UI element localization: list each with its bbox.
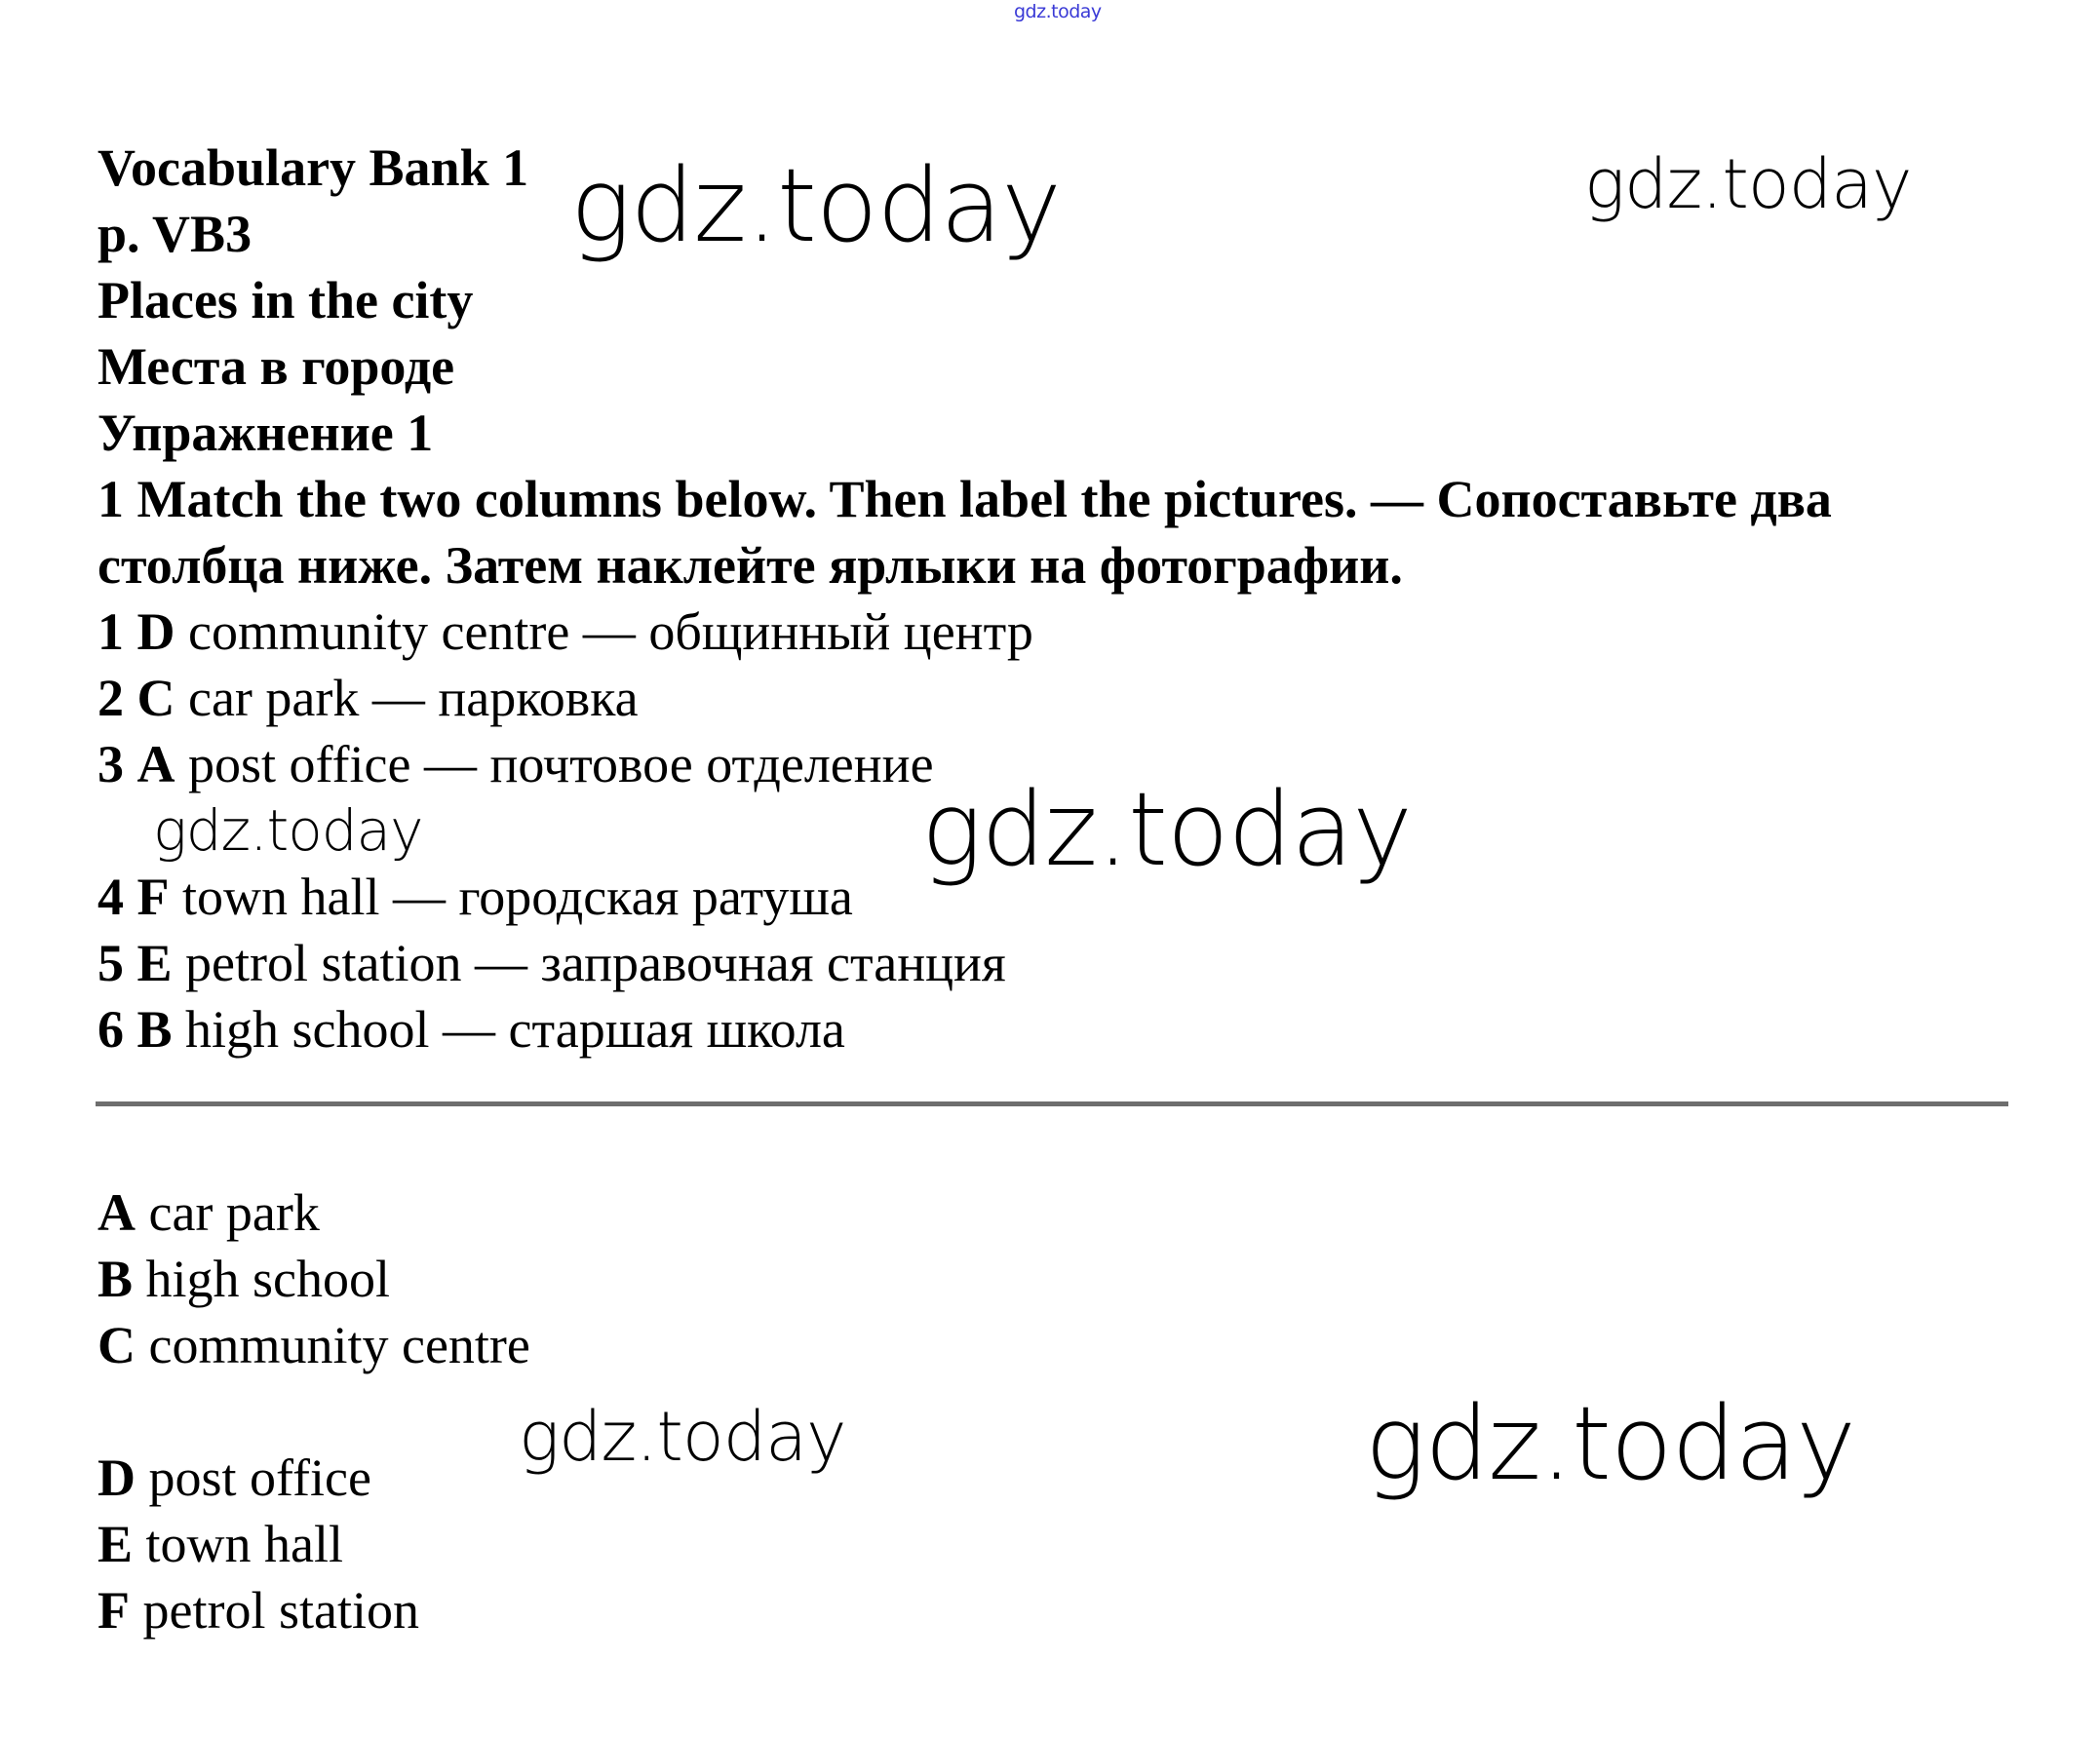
picture-letter: A (97, 1183, 136, 1242)
picture-letter: F (97, 1581, 130, 1640)
answer-item (97, 930, 2028, 996)
watermark: gdz.today (921, 770, 1412, 889)
picture-text: community centre (136, 1316, 530, 1374)
picture-labels (97, 1179, 530, 1643)
answer-letter: B (136, 1000, 173, 1059)
answer-item (97, 996, 2028, 1062)
answer-number: 2 (97, 669, 124, 727)
picture-letter: D (97, 1448, 136, 1507)
picture-label-item (97, 1312, 530, 1378)
answer-number: 4 (97, 868, 124, 926)
watermark: gdz.today (1584, 144, 1912, 224)
answer-letter: F (136, 868, 170, 926)
picture-text: high school (133, 1250, 391, 1308)
picture-label-item (97, 1445, 530, 1511)
picture-label-item (97, 1577, 530, 1643)
answer-text: town hall — городская ратуша (169, 868, 853, 926)
picture-label-item (97, 1179, 530, 1246)
topic-russian: Места в городе (97, 337, 455, 396)
watermark: gdz.today (519, 1397, 846, 1477)
answer-text: petrol station — заправочная станция (172, 934, 1006, 992)
answer-letter: E (136, 934, 173, 992)
spacer (97, 1378, 530, 1445)
picture-text: town hall (133, 1515, 344, 1573)
page-reference: p. VB3 (97, 205, 253, 263)
task-instruction: 1 Match the two columns below. Then label the pictures. — Сопоставьте два столбца ниже. Затем наклейте ярлыки на фотографии. (97, 470, 1832, 595)
picture-text: post office (136, 1448, 371, 1507)
watermark: gdz.today (570, 146, 1061, 265)
exercise-heading: Упражнение 1 (97, 404, 434, 462)
picture-letter: B (97, 1250, 134, 1308)
picture-letter: C (97, 1316, 136, 1374)
page-title: Vocabulary Bank 1 (97, 138, 529, 197)
picture-letter: E (97, 1515, 134, 1573)
answer-number: 6 (97, 1000, 124, 1059)
answer-text: post office — почтовое отделение (175, 735, 934, 793)
answer-text: community centre — общинный центр (175, 602, 1033, 661)
answer-number: 3 (97, 735, 124, 793)
picture-label-item (97, 1246, 530, 1312)
answer-text: car park — парковка (175, 669, 639, 727)
section-divider (96, 1101, 2008, 1106)
answer-item (97, 599, 2028, 665)
picture-text: petrol station (130, 1581, 419, 1640)
answer-letter: A (136, 735, 175, 793)
watermark-top: gdz.today (1014, 1, 1102, 22)
answer-text: high school — старшая школа (172, 1000, 845, 1059)
answer-letter: C (136, 669, 175, 727)
watermark: gdz.today (153, 797, 423, 864)
answer-number: 5 (97, 934, 124, 992)
answer-item (97, 665, 2028, 731)
picture-text: car park (136, 1183, 320, 1242)
answer-number: 1 (97, 602, 124, 661)
answer-letter: D (136, 602, 175, 661)
watermark: gdz.today (1365, 1384, 1855, 1503)
exercise-content (97, 135, 2028, 1062)
picture-label-item (97, 1511, 530, 1577)
topic-english: Places in the city (97, 271, 474, 329)
